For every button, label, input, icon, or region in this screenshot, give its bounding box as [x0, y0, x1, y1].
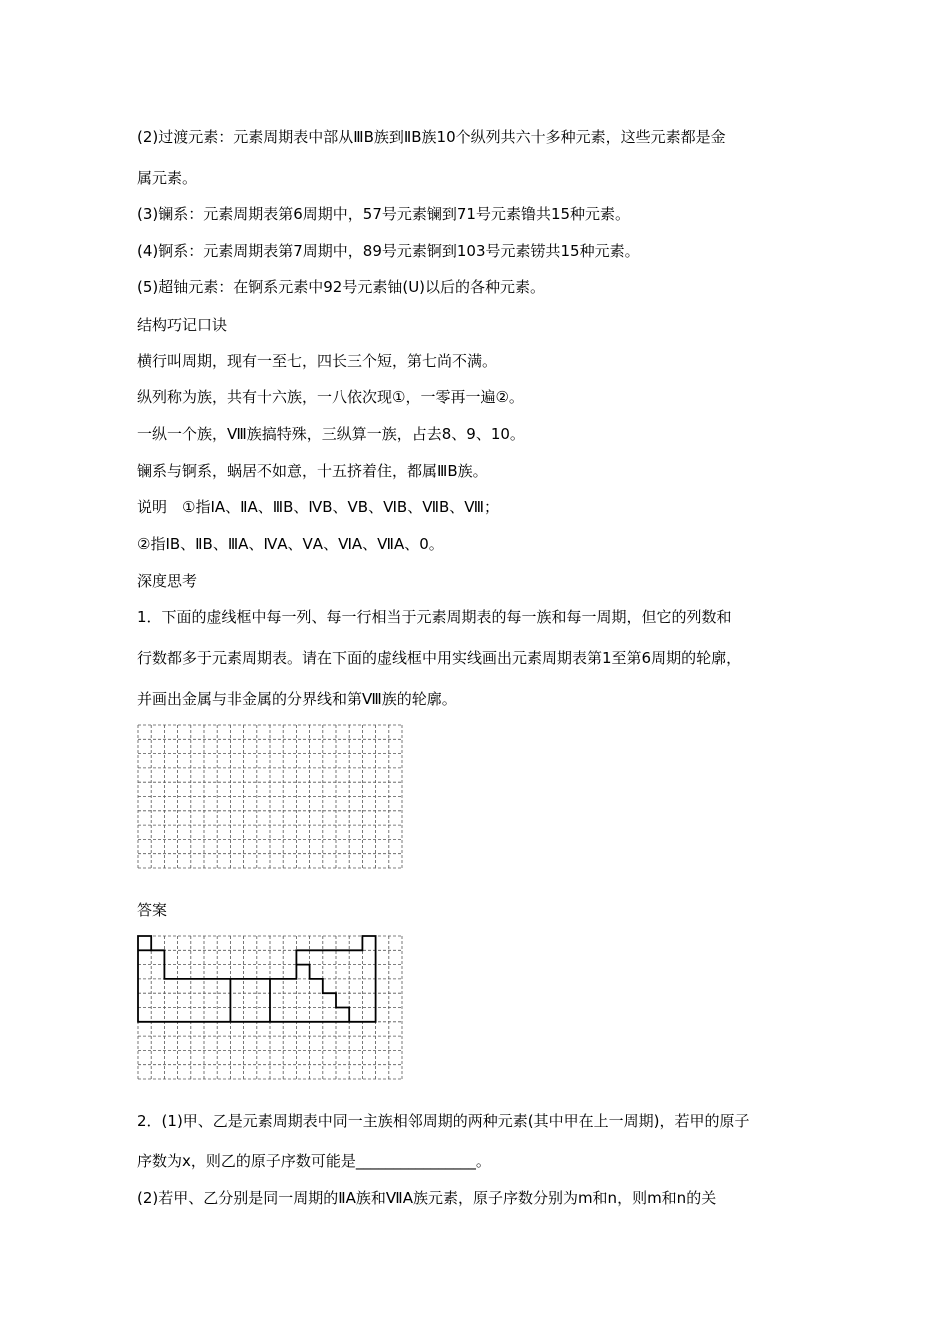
question-1-line-2: 行数都多于元素周期表。请在下面的虚线框中用实线画出元素周期表第1至第6周期的轮廓，	[137, 649, 742, 667]
question-2-line-1: 2．(1)甲、乙是元素周期表中同一主族相邻周期的两种元素(其中甲在上一周期)，若甲的原子	[137, 1112, 750, 1130]
mnemonic-line-4: 镧系与锕系，蜗居不如意，十五挤着住，都属ⅢB族。	[137, 462, 488, 480]
question-2-line-2: 序数为x，则乙的原子序数可能是________________。	[137, 1152, 491, 1170]
line-transition-cont: 属元素。	[137, 169, 198, 187]
group-viii-outline	[230, 979, 270, 1022]
note-line-1: 说明 ①指ⅠA、ⅡA、ⅢB、ⅣB、ⅤB、ⅥB、ⅦB、Ⅷ；	[137, 498, 500, 516]
heading-deep-thinking: 深度思考	[137, 572, 198, 590]
question-2-line-3: (2)若甲、乙分别是同一周期的ⅡA族和ⅦA族元素，原子序数分别为m和n，则m和n的关	[137, 1189, 717, 1207]
line-transition: (2)过渡元素：元素周期表中部从ⅢB族到ⅡB族10个纵列共六十多种元素，这些元素都是金	[137, 128, 726, 146]
line-lanthanide: (3)镧系：元素周期表第6周期中，57号元素镧到71号元素镥共15种元素。	[137, 205, 631, 223]
mnemonic-line-3: 一纵一个族，Ⅷ族搞特殊，三纵算一族，占去8、9、10。	[137, 425, 525, 443]
mnemonic-line-1: 横行叫周期，现有一至七，四长三个短，第七尚不满。	[137, 352, 498, 370]
dashed-grid-blank	[138, 725, 404, 869]
question-1-line-1: 1．下面的虚线框中每一列、每一行相当于元素周期表的每一族和每一周期，但它的列数和	[137, 608, 732, 626]
line-transuranium: (5)超铀元素：在锕系元素中92号元素铀(U)以后的各种元素。	[137, 278, 546, 296]
question-1-line-3: 并画出金属与非金属的分界线和第Ⅷ族的轮廓。	[137, 690, 457, 708]
note-line-2: ②指ⅠB、ⅡB、ⅢA、ⅣA、ⅤA、ⅥA、ⅦA、0。	[137, 535, 444, 553]
mnemonic-line-2: 纵列称为族，共有十六族，一八依次现①，一零再一遍②。	[137, 388, 524, 406]
line-actinide: (4)锕系：元素周期表第7周期中，89号元素锕到103号元素铹共15种元素。	[137, 242, 640, 260]
heading-answer: 答案	[137, 901, 168, 919]
heading-mnemonic: 结构巧记口诀	[137, 316, 228, 334]
dashed-grid-answer	[138, 936, 404, 1080]
